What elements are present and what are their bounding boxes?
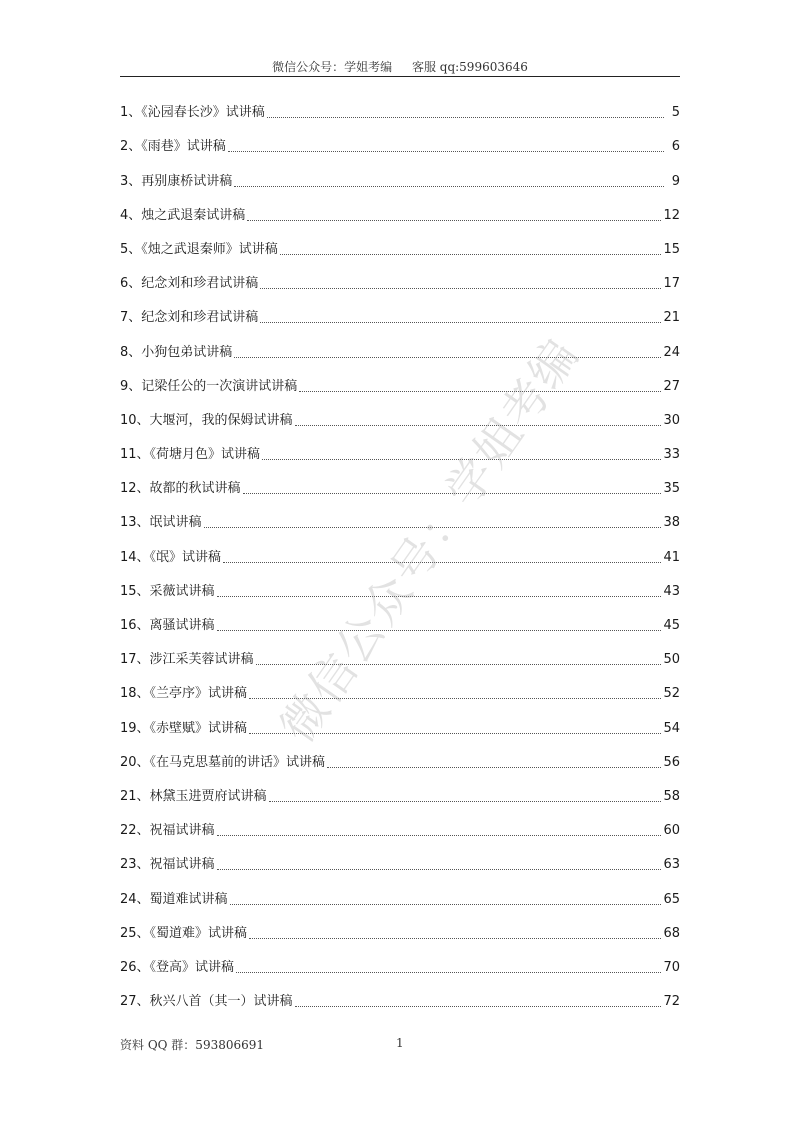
toc-entry-page-number: 12	[663, 207, 680, 223]
toc-entry-title: 7、纪念刘和珍君试讲稿	[120, 310, 259, 326]
toc-dot-leader	[262, 458, 661, 460]
toc-dot-leader	[267, 116, 664, 118]
toc-entry[interactable]	[120, 981, 680, 1015]
toc-entry-page-number: 5	[671, 105, 680, 121]
toc-entry-title: 25、《蜀道难》试讲稿	[120, 925, 248, 941]
toc-entry-page-number: 43	[663, 583, 680, 599]
toc-entry-page-number: 58	[663, 788, 680, 804]
toc-entry[interactable]	[120, 195, 680, 229]
toc-dot-leader	[217, 834, 662, 836]
toc-entry-title: 3、再别康桥试讲稿	[120, 173, 233, 189]
toc-entry-page-number: 52	[663, 686, 680, 702]
toc-entry-title: 21、林黛玉进贾府试讲稿	[120, 788, 267, 804]
toc-entry[interactable]	[120, 878, 680, 912]
toc-dot-leader	[243, 492, 662, 494]
toc-dot-leader	[249, 697, 661, 699]
toc-entry-page-number: 15	[663, 241, 680, 257]
toc-entry[interactable]	[120, 160, 680, 194]
footer-page-number: 1	[396, 1036, 404, 1050]
toc-entry[interactable]	[120, 126, 680, 160]
toc-entry-page-number: 24	[663, 344, 680, 360]
toc-entry-title: 9、记梁任公的一次演讲试讲稿	[120, 378, 298, 394]
toc-entry-title: 2、《雨巷》试讲稿	[120, 139, 226, 155]
toc-entry-title: 1、《沁园春长沙》试讲稿	[120, 105, 265, 121]
toc-entry-page-number: 38	[663, 515, 680, 531]
page-header	[120, 58, 680, 75]
toc-entry-title: 10、大堰河，我的保姆试讲稿	[120, 412, 293, 428]
toc-dot-leader	[295, 1005, 662, 1007]
toc-dot-leader	[256, 663, 662, 665]
toc-entry[interactable]	[120, 673, 680, 707]
toc-entry-title: 20、《在马克思墓前的讲话》试讲稿	[120, 754, 326, 770]
toc-entry-page-number: 9	[671, 173, 680, 189]
toc-entry[interactable]	[120, 776, 680, 810]
toc-entry-title: 13、氓试讲稿	[120, 515, 202, 531]
toc-entry[interactable]	[120, 502, 680, 536]
toc-entry-title: 6、纪念刘和珍君试讲稿	[120, 276, 259, 292]
toc-dot-leader	[327, 766, 661, 768]
toc-dot-leader	[228, 150, 664, 152]
toc-dot-leader	[217, 629, 662, 631]
toc-entry-title: 11、《荷塘月色》试讲稿	[120, 447, 261, 463]
toc-entry-page-number: 41	[663, 549, 680, 565]
header-wechat: 微信公众号：学姐考编	[272, 60, 393, 74]
toc-entry[interactable]	[120, 947, 680, 981]
toc-dot-leader	[280, 253, 662, 255]
toc-entry[interactable]	[120, 605, 680, 639]
toc-entry-page-number: 56	[663, 754, 680, 770]
toc-entry[interactable]	[120, 639, 680, 673]
toc-entry[interactable]	[120, 468, 680, 502]
toc-entry-title: 17、涉江采芙蓉试讲稿	[120, 652, 254, 668]
toc-entry-page-number: 54	[663, 720, 680, 736]
toc-entry-page-number: 33	[663, 447, 680, 463]
toc-entry-page-number: 6	[671, 139, 680, 155]
toc-dot-leader	[249, 732, 661, 734]
toc-entry-title: 8、小狗包弟试讲稿	[120, 344, 233, 360]
toc-entry[interactable]	[120, 366, 680, 400]
toc-entry-title: 5、《烛之武退秦师》试讲稿	[120, 241, 278, 257]
toc-entry[interactable]	[120, 844, 680, 878]
toc-dot-leader	[234, 185, 664, 187]
toc-entry[interactable]	[120, 229, 680, 263]
toc-entry-title: 16、离骚试讲稿	[120, 618, 215, 633]
toc-entry-page-number: 50	[663, 652, 680, 668]
toc-entry[interactable]	[120, 571, 680, 605]
toc-dot-leader	[269, 800, 662, 802]
toc-entry[interactable]	[120, 707, 680, 741]
toc-entry-title: 14、《氓》试讲稿	[120, 549, 222, 565]
toc-entry-page-number: 65	[663, 891, 680, 907]
toc-dot-leader	[234, 356, 661, 358]
toc-entry-title: 27、秋兴八首（其一）试讲稿	[120, 994, 293, 1010]
toc-entry[interactable]	[120, 434, 680, 468]
toc-entry-title: 4、烛之武退秦试讲稿	[120, 207, 246, 223]
toc-entry-page-number: 63	[663, 857, 680, 873]
toc-dot-leader	[223, 561, 661, 563]
toc-entry-page-number: 70	[663, 959, 680, 975]
toc-dot-leader	[217, 868, 662, 870]
toc-entry-page-number: 60	[663, 823, 680, 839]
toc-dot-leader	[299, 390, 661, 392]
toc-entry-title: 24、蜀道难试讲稿	[120, 891, 228, 907]
toc-entry[interactable]	[120, 400, 680, 434]
toc-entry[interactable]	[120, 263, 680, 297]
toc-entry-title: 22、祝福试讲稿	[120, 823, 215, 839]
toc-entry-page-number: 21	[663, 310, 680, 326]
toc-dot-leader	[236, 971, 661, 973]
toc-entry-page-number: 27	[663, 378, 680, 394]
toc-entry-title: 23、祝福试讲稿	[120, 857, 215, 873]
toc-entry-title: 19、《赤壁赋》试讲稿	[120, 720, 248, 736]
toc-entry-title: 18、《兰亭序》试讲稿	[120, 686, 248, 702]
toc-entry[interactable]	[120, 742, 680, 776]
toc-entry-page-number: 17	[663, 276, 680, 292]
watermark: 微信公众号：学姐考编	[269, 328, 590, 753]
footer-qq-group: 资料 QQ 群：593806691	[120, 1038, 265, 1052]
toc-entry-title: 15、采薇试讲稿	[120, 583, 215, 599]
toc-entry-page-number: 35	[663, 481, 680, 497]
toc-entry-title: 26、《登高》试讲稿	[120, 959, 235, 975]
toc-dot-leader	[260, 287, 661, 289]
toc-dot-leader	[247, 219, 661, 221]
toc-entry-title: 12、故都的秋试讲稿	[120, 481, 241, 497]
toc-dot-leader	[260, 321, 661, 323]
toc-entry-page-number: 45	[663, 618, 680, 633]
toc-dot-leader	[295, 424, 662, 426]
toc-dot-leader	[230, 903, 662, 905]
toc-entry[interactable]	[120, 297, 680, 331]
toc-entry-page-number: 68	[663, 925, 680, 941]
toc-entry[interactable]	[120, 92, 680, 126]
table-of-contents	[120, 92, 680, 1015]
header-divider	[120, 76, 680, 77]
toc-entry[interactable]	[120, 810, 680, 844]
toc-entry-page-number: 30	[663, 412, 680, 428]
toc-dot-leader	[217, 595, 662, 597]
toc-entry[interactable]	[120, 913, 680, 947]
header-service-qq: 客服 qq:599603646	[411, 60, 528, 74]
toc-entry[interactable]	[120, 536, 680, 570]
toc-dot-leader	[204, 526, 662, 528]
toc-dot-leader	[249, 937, 661, 939]
toc-entry-page-number: 72	[663, 994, 680, 1010]
toc-entry[interactable]	[120, 331, 680, 365]
